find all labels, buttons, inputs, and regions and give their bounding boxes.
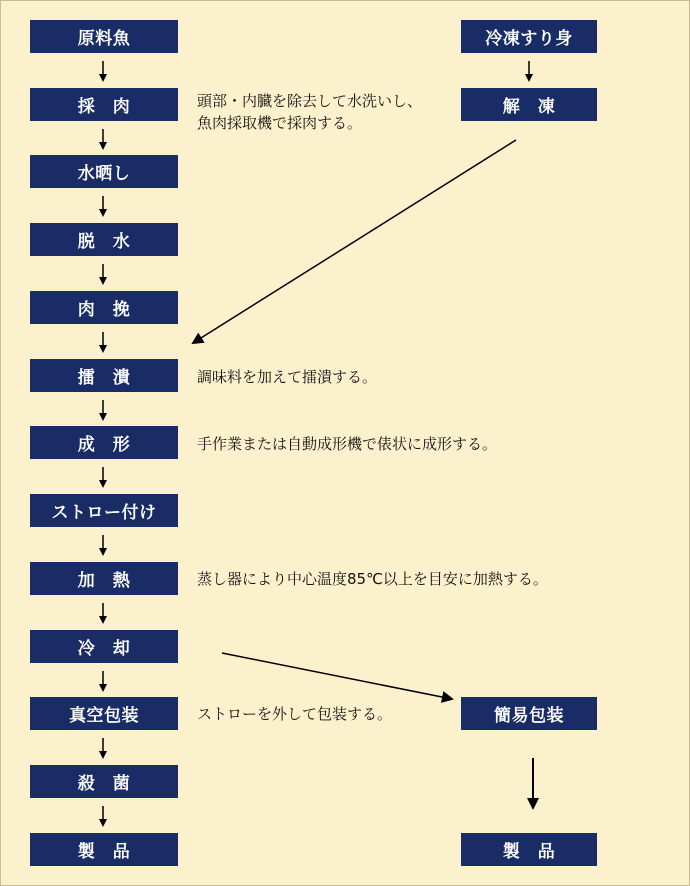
note-sainiku-line1: 頭部・内臓を除去して水洗いし、 — [197, 92, 423, 110]
note-sainiku — [197, 90, 422, 134]
note-kanetsu: 蒸し器により中心温度85℃以上を目安に加熱する。 — [197, 570, 548, 588]
step-raikai: 擂 潰 — [30, 359, 178, 392]
step-nikuhiki: 肉 挽 — [30, 291, 178, 324]
step-seikei: 成 形 — [30, 426, 178, 459]
step-sainiku: 採 肉 — [30, 88, 178, 121]
step-dassui: 脱 水 — [30, 223, 178, 256]
step-straw: ストロー付け — [30, 494, 178, 527]
step-kaitou: 解 凍 — [461, 88, 597, 121]
step-sakkin: 殺 菌 — [30, 765, 178, 798]
note-shinku: ストローを外して包装する。 — [197, 705, 393, 723]
step-reikyaku: 冷 却 — [30, 630, 178, 663]
note-seikei: 手作業または自動成形機で俵状に成形する。 — [197, 435, 498, 453]
step-genryougyo: 原料魚 — [30, 20, 178, 53]
note-raikai: 調味料を加えて擂潰する。 — [197, 368, 378, 386]
step-seihin-left: 製 品 — [30, 833, 178, 866]
step-kanetsu: 加 熱 — [30, 562, 178, 595]
step-reitou-surimi: 冷凍すり身 — [461, 20, 597, 53]
step-shinku-housou: 真空包装 — [30, 697, 178, 730]
step-kan-i-housou: 簡易包装 — [461, 697, 597, 730]
step-seihin-right: 製 品 — [461, 833, 597, 866]
note-sainiku-line2: 魚肉採取機で採肉する。 — [197, 114, 363, 132]
step-mizusarashi: 水晒し — [30, 155, 178, 188]
